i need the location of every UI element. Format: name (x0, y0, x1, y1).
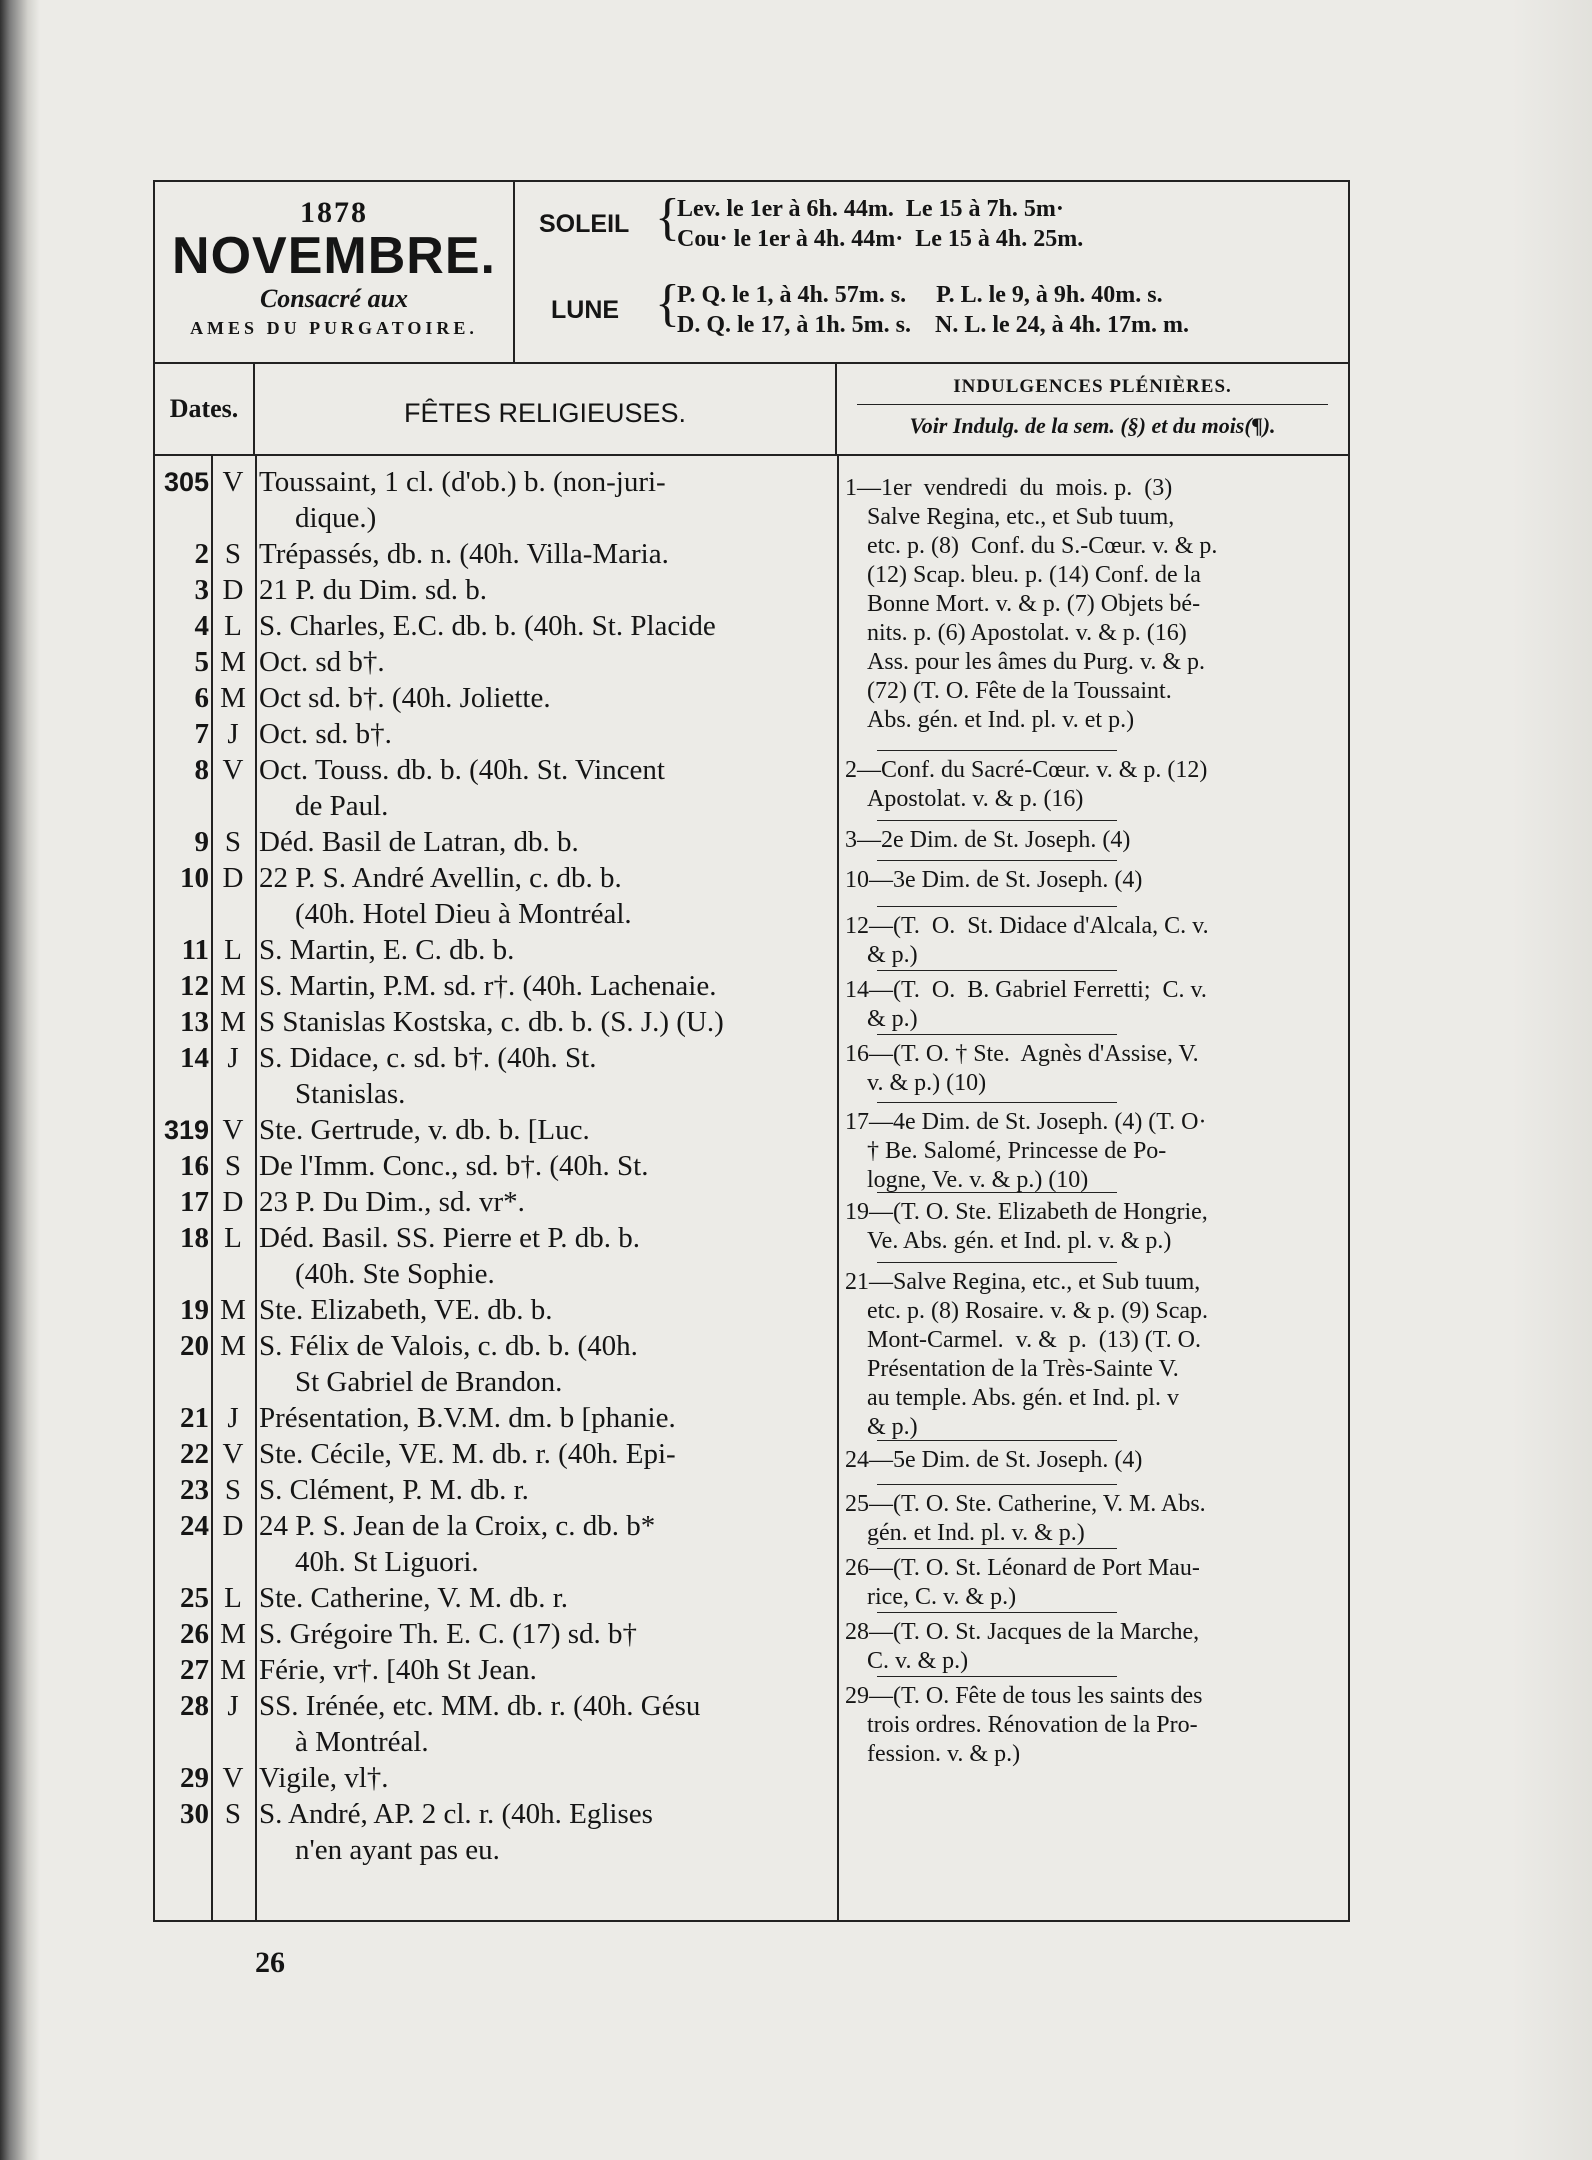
fete-text: Ste. Catherine, V. M. db. r. (259, 1582, 569, 1614)
fete-text: St Gabriel de Brandon. (295, 1366, 563, 1398)
indulgence-text: rice, C. v. & p.) (867, 1584, 1017, 1610)
day-number: 13 (180, 1006, 209, 1038)
indulgence-text: Ve. Abs. gén. et Ind. pl. v. & p.) (867, 1228, 1172, 1254)
day-number: 19 (180, 1294, 209, 1326)
calendar-header (155, 182, 1348, 364)
weekday-letter: M (220, 682, 246, 714)
fete-text: S. Charles, E.C. db. b. (40h. St. Placide (259, 610, 716, 642)
fete-text: Ste. Cécile, VE. M. db. r. (40h. Epi- (259, 1438, 676, 1470)
fete-text: Férie, vr†. [40h St Jean. (259, 1654, 537, 1686)
fete-text: SS. Irénée, etc. MM. db. r. (40h. Gésu (259, 1690, 701, 1722)
indulgence-separator (877, 1484, 1117, 1485)
fete-text: Présentation, B.V.M. dm. b [phanie. (259, 1402, 676, 1434)
weekday-letter: D (222, 1186, 244, 1218)
day-number: 11 (181, 934, 209, 966)
weekday-letter: J (227, 1042, 239, 1074)
weekday-letter: V (222, 1762, 244, 1794)
day-number: 9 (194, 826, 209, 858)
indulgence-separator (877, 1192, 1117, 1193)
fete-text: Déd. Basil de Latran, db. b. (259, 826, 579, 858)
fete-text: Ste. Gertrude, v. db. b. [Luc. (259, 1114, 590, 1146)
day-number: 20 (180, 1330, 209, 1362)
day-number: 6 (194, 682, 209, 714)
day-number: 5 (194, 646, 209, 678)
lune-line-1: P. Q. le 1, à 4h. 57m. s. P. L. le 9, à 9h. 40m. s. (677, 282, 1163, 308)
indulgence-separator (877, 1262, 1117, 1263)
fete-text: Stanislas. (295, 1078, 406, 1110)
fete-text: S. Grégoire Th. E. C. (17) sd. b† (259, 1618, 638, 1650)
indulgence-separator (877, 970, 1117, 971)
indulgence-text: fession. v. & p.) (867, 1741, 1021, 1767)
fete-text: (40h. Ste Sophie. (295, 1258, 495, 1290)
indulgence-text: (12) Scap. bleu. p. (14) Conf. de la (867, 562, 1201, 588)
indulgence-separator (877, 1440, 1117, 1441)
weekday-letter: V (222, 466, 244, 498)
weekday-letter: V (222, 1114, 244, 1146)
weekday-letter: M (220, 1618, 246, 1650)
day-number: 8 (194, 754, 209, 786)
weekday-letter: L (224, 934, 242, 966)
indulgence-text: 3—2e Dim. de St. Joseph. (4) (845, 827, 1131, 853)
page-number: 26 (255, 1946, 285, 1979)
indulgence-text: 26—(T. O. St. Léonard de Port Mau- (845, 1555, 1200, 1581)
weekday-letter: M (220, 970, 246, 1002)
weekday-letter: J (227, 1402, 239, 1434)
weekday-letter: S (224, 1150, 242, 1182)
dates-header: Dates. (155, 364, 255, 454)
weekday-letter: M (220, 1006, 246, 1038)
indulgence-text: (72) (T. O. Fête de la Toussaint. (867, 678, 1172, 704)
fete-text: S. Félix de Valois, c. db. b. (40h. (259, 1330, 638, 1362)
fete-text: Oct. sd. b†. (259, 718, 392, 750)
indulgence-text: 28—(T. O. St. Jacques de la Marche, (845, 1619, 1200, 1645)
weekday-letter: L (224, 610, 242, 642)
indulgence-text: 21—Salve Regina, etc., et Sub tuum, (845, 1269, 1201, 1295)
calendar-body (155, 456, 1348, 1922)
fete-text: Oct sd. b†. (40h. Joliette. (259, 682, 551, 714)
indulgence-text: Apostolat. v. & p. (16) (867, 786, 1084, 812)
weekday-letter: D (222, 574, 244, 606)
column-divider-fetes (837, 456, 839, 1922)
lune-line-2: D. Q. le 17, à 1h. 5m. s. N. L. le 24, à 4h. 17m. m. (677, 312, 1189, 338)
month-title: NOVEMBRE. (172, 227, 496, 285)
weekday-letter: S (224, 1474, 242, 1506)
fete-text: 22 P. S. André Avellin, c. db. b. (259, 862, 622, 894)
column-divider-day (211, 456, 213, 1922)
indulgence-separator (877, 1034, 1117, 1035)
indulgence-text: 19—(T. O. Ste. Elizabeth de Hongrie, (845, 1199, 1208, 1225)
day-number: 23 (180, 1474, 209, 1506)
indulgence-separator (877, 1612, 1117, 1613)
indulgence-text: 25—(T. O. Ste. Catherine, V. M. Abs. (845, 1491, 1206, 1517)
fete-text: S. Martin, E. C. db. b. (259, 934, 515, 966)
calendar-frame (153, 180, 1350, 1922)
weekday-letter: S (224, 538, 242, 570)
indulgence-text: gén. et Ind. pl. v. & p.) (867, 1520, 1085, 1546)
indulgence-text: C. v. & p.) (867, 1648, 969, 1674)
fete-text: S. Didace, c. sd. b†. (40h. St. (259, 1042, 597, 1074)
weekday-letter: S (224, 1798, 242, 1830)
day-number: 24 (180, 1510, 209, 1542)
day-number: 26 (180, 1618, 209, 1650)
fetes-header: FÊTES RELIGIEUSES. (255, 364, 837, 454)
fete-text: Toussaint, 1 cl. (d'ob.) b. (non-juri- (259, 466, 666, 498)
fete-text: (40h. Hotel Dieu à Montréal. (295, 898, 632, 930)
day-number: 27 (180, 1654, 209, 1686)
indulgence-separator (877, 1548, 1117, 1549)
day-number: 14 (180, 1042, 209, 1074)
column-headers (155, 364, 1348, 456)
day-number: 12 (180, 970, 209, 1002)
indulgence-text: au temple. Abs. gén. et Ind. pl. v (867, 1385, 1179, 1411)
fete-text: 23 P. Du Dim., sd. vr*. (259, 1186, 525, 1218)
soleil-brace: { (655, 189, 680, 246)
indulgence-text: v. & p.) (10) (867, 1070, 987, 1096)
indulgence-text: Salve Regina, etc., et Sub tuum, (867, 504, 1175, 530)
lune-label: LUNE (551, 296, 620, 324)
fete-text: De l'Imm. Conc., sd. b†. (40h. St. (259, 1150, 649, 1182)
soleil-line-1: Lev. le 1er à 6h. 44m. Le 15 à 7h. 5m· (677, 196, 1064, 222)
day-number: 28 (180, 1690, 209, 1722)
day-number: 3 (194, 574, 209, 606)
fete-text: Trépassés, db. n. (40h. Villa-Maria. (259, 538, 669, 570)
indulgence-text: & p.) (867, 1006, 918, 1032)
indulgence-text: 12—(T. O. St. Didace d'Alcala, C. v. (845, 913, 1209, 939)
fete-text: à Montréal. (295, 1726, 429, 1758)
day-number: 319 (163, 1115, 209, 1145)
indulgence-text: 24—5e Dim. de St. Joseph. (4) (845, 1447, 1143, 1473)
weekday-letter: L (224, 1222, 242, 1254)
indulgence-text: † Be. Salomé, Princesse de Po- (867, 1138, 1167, 1164)
fete-text: Déd. Basil. SS. Pierre et P. db. b. (259, 1222, 641, 1254)
day-number: 17 (180, 1186, 209, 1218)
weekday-letter: J (227, 1690, 239, 1722)
day-number: 30 (180, 1798, 209, 1830)
indulgence-text: trois ordres. Rénovation de la Pro- (867, 1712, 1198, 1738)
indulgence-separator (877, 750, 1117, 751)
indulgence-text: & p.) (867, 942, 918, 968)
indulgence-separator (877, 860, 1117, 861)
indulgence-text: 16—(T. O. † Ste. Agnès d'Assise, V. (845, 1041, 1199, 1067)
fete-text: 24 P. S. Jean de la Croix, c. db. b* (259, 1510, 656, 1542)
day-number: 7 (194, 718, 209, 750)
indulgence-text: 14—(T. O. B. Gabriel Ferretti; C. v. (845, 977, 1207, 1003)
fete-text: 21 P. du Dim. sd. b. (259, 574, 488, 606)
soleil-label: SOLEIL (539, 210, 630, 238)
dedication: AMES DU PURGATOIRE. (190, 318, 478, 338)
day-number: 22 (180, 1438, 209, 1470)
fete-text: Ste. Elizabeth, VE. db. b. (259, 1294, 553, 1326)
day-number: 21 (180, 1402, 209, 1434)
indulgences-header (837, 364, 1348, 454)
indulgence-text: Abs. gén. et Ind. pl. v. et p.) (867, 707, 1135, 733)
day-number: 18 (180, 1222, 209, 1254)
indulgence-separator (877, 906, 1117, 907)
indulgence-text: etc. p. (8) Rosaire. v. & p. (9) Scap. (867, 1298, 1209, 1324)
indulgence-text: Mont-Carmel. v. & p. (13) (T. O. (867, 1327, 1201, 1353)
weekday-letter: M (220, 646, 246, 678)
page-edge (1512, 0, 1592, 2160)
indulgence-separator (877, 820, 1117, 821)
lune-brace: { (655, 275, 680, 332)
astronomy-block (515, 182, 1348, 362)
fete-text: S. André, AP. 2 cl. r. (40h. Eglises (259, 1798, 653, 1830)
indulgences-title: INDULGENCES PLÉNIÈRES. (857, 376, 1328, 405)
weekday-letter: J (227, 718, 239, 750)
consacre-label: Consacré aux (259, 284, 409, 313)
year: 1878 (300, 196, 368, 229)
weekday-letter: M (220, 1330, 246, 1362)
fete-text: 40h. St Liguori. (295, 1546, 479, 1578)
day-number: 2 (194, 538, 209, 570)
weekday-letter: S (224, 826, 242, 858)
book-gutter (0, 0, 40, 2160)
weekday-letter: M (220, 1294, 246, 1326)
day-number: 25 (180, 1582, 209, 1614)
indulgence-separator (877, 1102, 1117, 1103)
weekday-letter: D (222, 862, 244, 894)
weekday-letter: V (222, 754, 244, 786)
day-number: 16 (180, 1150, 209, 1182)
fete-text: n'en ayant pas eu. (295, 1834, 500, 1866)
indulgence-text: 10—3e Dim. de St. Joseph. (4) (845, 867, 1143, 893)
indulgence-text: Ass. pour les âmes du Purg. v. & p. (867, 649, 1205, 675)
indulgence-text: 1—1er vendredi du mois. p. (3) (845, 475, 1173, 501)
weekday-letter: D (222, 1510, 244, 1542)
indulgences-subtitle: Voir Indulg. de la sem. (§) et du mois(¶). (909, 413, 1276, 438)
weekday-letter: M (220, 1654, 246, 1686)
fete-text: Oct. sd b†. (259, 646, 385, 678)
day-number: 29 (180, 1762, 209, 1794)
day-number: 10 (180, 862, 209, 894)
fete-text: dique.) (295, 502, 377, 534)
day-number: 4 (194, 610, 209, 642)
soleil-line-2: Cou· le 1er à 4h. 44m· Le 15 à 4h. 25m. (677, 226, 1084, 252)
month-title-block (155, 182, 515, 362)
indulgence-text: etc. p. (8) Conf. du S.-Cœur. v. & p. (867, 533, 1218, 559)
indulgence-separator (877, 1676, 1117, 1677)
fete-text: S Stanislas Kostska, c. db. b. (S. J.) (U.) (259, 1006, 724, 1038)
indulgence-text: 17—4e Dim. de St. Joseph. (4) (T. O· (845, 1109, 1207, 1135)
indulgence-text: 29—(T. O. Fête de tous les saints des (845, 1683, 1203, 1709)
weekday-letter: L (224, 1582, 242, 1614)
day-number: 305 (163, 467, 209, 497)
indulgence-text: Bonne Mort. v. & p. (7) Objets bé- (867, 591, 1201, 617)
indulgence-text: & p.) (867, 1414, 918, 1440)
weekday-letter: V (222, 1438, 244, 1470)
indulgence-text: nits. p. (6) Apostolat. v. & p. (16) (867, 620, 1187, 646)
fete-text: S. Clément, P. M. db. r. (259, 1474, 529, 1506)
fete-text: Oct. Touss. db. b. (40h. St. Vincent (259, 754, 665, 786)
fete-text: Vigile, vl†. (259, 1762, 389, 1794)
fete-text: S. Martin, P.M. sd. r†. (40h. Lachenaie. (259, 970, 717, 1002)
indulgence-text: logne, Ve. v. & p.) (10) (867, 1167, 1089, 1193)
indulgence-text: 2—Conf. du Sacré-Cœur. v. & p. (12) (845, 757, 1208, 783)
indulgence-text: Présentation de la Très-Sainte V. (867, 1356, 1179, 1382)
fete-text: de Paul. (295, 790, 389, 822)
column-divider-dates (255, 456, 257, 1922)
